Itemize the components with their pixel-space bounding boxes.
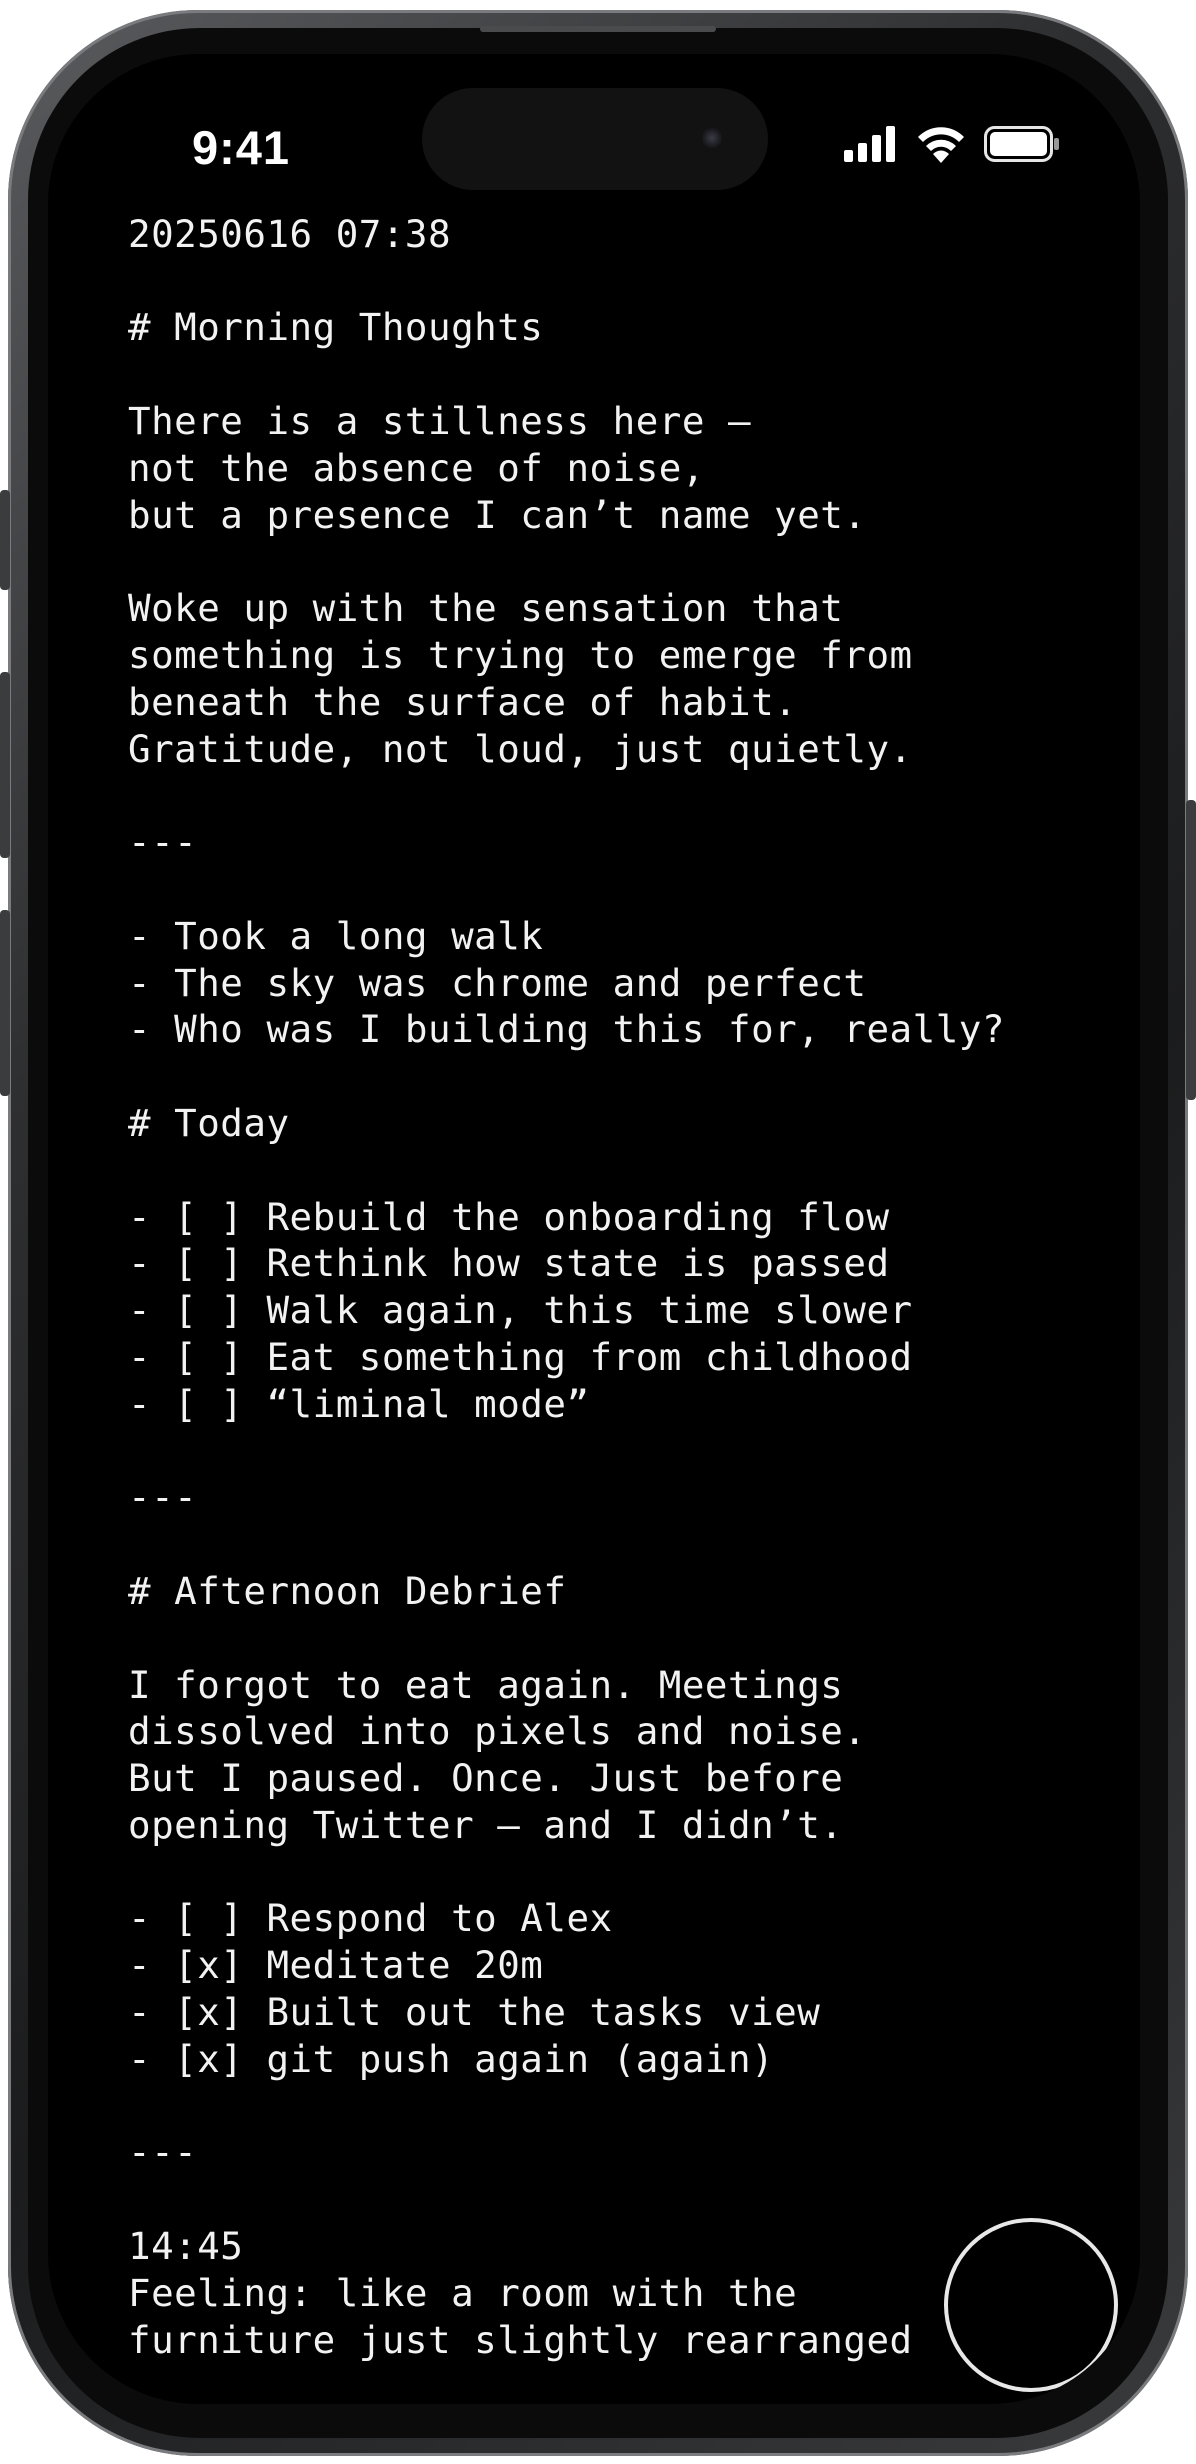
note-line: [128, 2176, 1108, 2223]
note-line: [128, 1147, 1108, 1194]
note-line: dissolved into pixels and noise.: [128, 1709, 867, 1754]
volume-down-button: [0, 910, 10, 1096]
note-line: opening Twitter — and I didn’t.: [128, 1802, 844, 1847]
note-line: 20250616 07:38: [128, 211, 452, 256]
note-line: something is trying to emerge from: [128, 632, 913, 677]
note-line: But I paused. Once. Just before: [128, 1756, 844, 1801]
note-line: [128, 164, 1108, 211]
note-line: beneath the surface of habit.: [128, 679, 798, 724]
note-line: [128, 538, 1108, 585]
note-line: There is a stillness here —: [128, 398, 752, 443]
note-line: - [ ] Respond to Alex: [128, 1896, 613, 1941]
note-editor[interactable]: [128, 164, 1108, 2363]
note-line: but a presence I can’t name yet.: [128, 492, 867, 537]
note-line: - Who was I building this for, really?: [128, 1007, 1005, 1052]
note-line: Feeling: like a room with the: [128, 2270, 798, 2315]
note-line: - [ ] Walk again, this time slower: [128, 1288, 913, 1333]
status-icons: [844, 126, 1060, 166]
note-line: # Morning Thoughts: [128, 305, 544, 350]
note-line: - [x] git push again (again): [128, 2036, 775, 2081]
action-button: [0, 490, 10, 590]
note-line: Woke up with the sensation that: [128, 586, 844, 631]
note-line: ---: [128, 1475, 198, 1520]
note-line: - [ ] “liminal mode”: [128, 1381, 590, 1426]
note-line: # Afternoon Debrief: [128, 1568, 567, 1613]
note-line: ---: [128, 2130, 198, 2175]
note-line: 14:45: [128, 2224, 244, 2269]
front-camera-icon: [702, 128, 722, 148]
action-circle-button[interactable]: [944, 2218, 1118, 2392]
note-line: [128, 351, 1108, 398]
volume-up-button: [0, 672, 10, 858]
note-line: Gratitude, not loud, just quietly.: [128, 726, 913, 771]
note-line: - [ ] Rebuild the onboarding flow: [128, 1194, 890, 1239]
note-line: not the absence of noise,: [128, 445, 705, 490]
cellular-signal-icon: [844, 126, 898, 167]
note-line: - [x] Built out the tasks view: [128, 1990, 821, 2035]
note-line: furniture just slightly rearranged: [128, 2317, 913, 2362]
note-line: [128, 258, 1108, 305]
status-time: 9:41: [192, 121, 291, 174]
power-button: [1186, 800, 1196, 1100]
battery-icon: [984, 126, 1060, 167]
note-line: - Took a long walk: [128, 913, 544, 958]
speaker-grille: [480, 26, 716, 32]
wifi-icon: [916, 125, 966, 168]
note-line: [128, 1053, 1108, 1100]
note-line: [128, 772, 1108, 819]
note-line: [128, 2083, 1108, 2130]
note-line: [128, 1849, 1108, 1896]
note-line: [128, 1615, 1108, 1662]
note-line: - [ ] Eat something from childhood: [128, 1334, 913, 1379]
note-line: [128, 1521, 1108, 1568]
note-line: - The sky was chrome and perfect: [128, 960, 867, 1005]
note-line: [128, 1428, 1108, 1475]
note-line: ---: [128, 820, 198, 865]
note-line: - [ ] Rethink how state is passed: [128, 1241, 890, 1286]
note-line: [128, 866, 1108, 913]
note-line: # Today: [128, 1100, 290, 1145]
note-line: - [x] Meditate 20m: [128, 1943, 544, 1988]
screen: [48, 54, 1140, 2404]
note-line: I forgot to eat again. Meetings: [128, 1662, 844, 1707]
